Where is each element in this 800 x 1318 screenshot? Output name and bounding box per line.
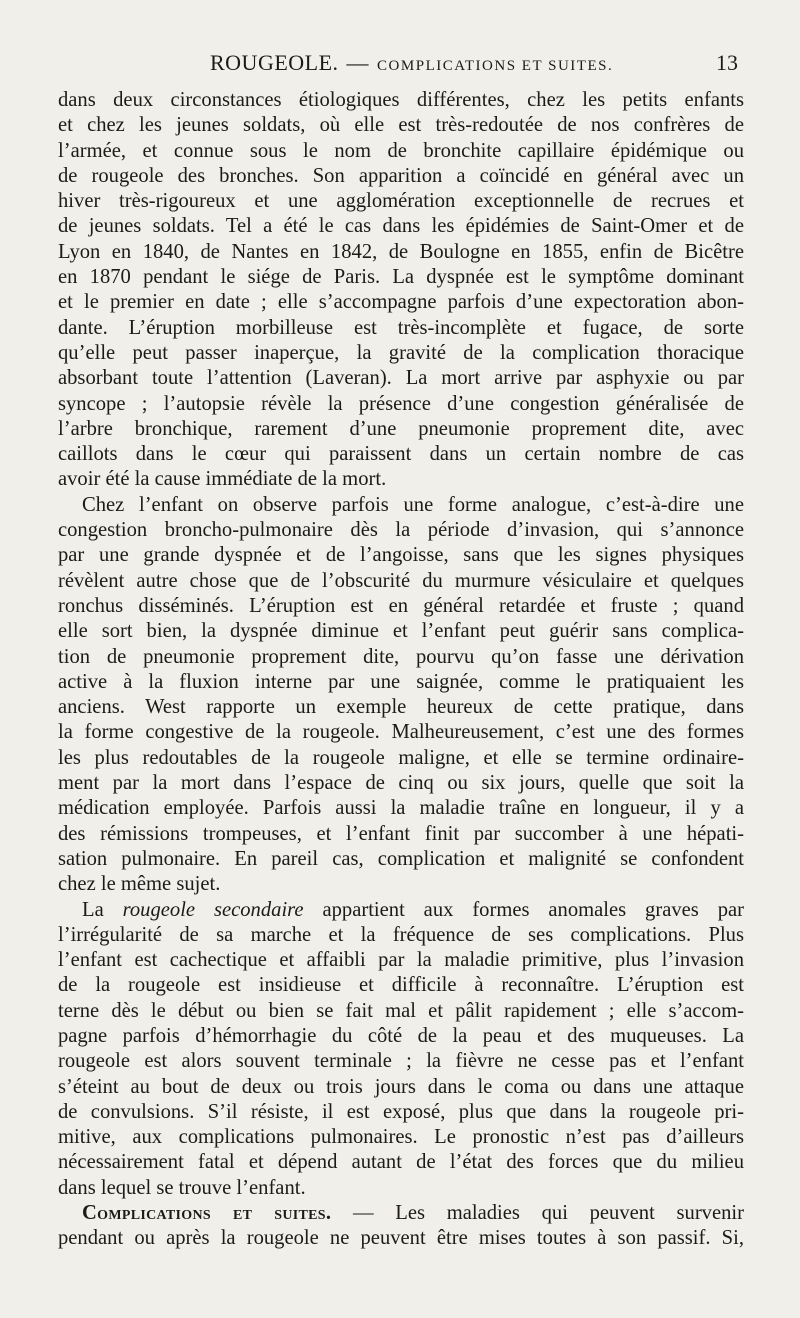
- text-line: avoir été la cause immédiate de la mort.: [58, 468, 387, 491]
- paragraph-4-lead-rest: — Les maladies qui peuvent survenir: [331, 1202, 744, 1225]
- running-title-main: ROUGEOLE.: [210, 50, 339, 75]
- text-line: de rougeole des bronches. Son apparition a coïncidé en général avec un: [58, 164, 744, 187]
- text-line: l’armée, et connue sous le nom de bronchite capillaire épidémique ou: [58, 139, 744, 162]
- text-line: elle sort bien, la dyspnée diminue et l’enfant peut guérir sans complica-: [58, 620, 744, 643]
- text-line: caillots dans le cœur qui paraissent dans un certain nombre de cas: [58, 443, 744, 466]
- text-line: hiver très-rigoureux et une agglomération exceptionnelle de recrues et: [58, 190, 744, 213]
- text-line: congestion broncho-pulmonaire dès la période d’invasion, qui s’annonce: [58, 519, 744, 542]
- text-line: tion de pneumonie proprement dite, pourvu qu’on fasse une dérivation: [58, 645, 744, 668]
- text-line: syncope ; l’autopsie révèle la présence d’une congestion généralisée de: [58, 392, 744, 415]
- section-heading-runin: Complications et suites.: [82, 1202, 332, 1225]
- text-line: la forme congestive de la rougeole. Malheureusement, c’est une des formes: [58, 721, 744, 744]
- text-line: en 1870 pendant le siége de Paris. La dyspnée est le symptôme dominant: [58, 266, 744, 289]
- text-line: Chez l’enfant on observe parfois une forme analogue, c’est-à-dire une: [82, 493, 744, 516]
- text-line: qu’elle peut passer inaperçue, la gravité de la complication thoracique: [58, 341, 744, 364]
- text-line: s’éteint au bout de deux ou trois jours dans le coma ou dans une attaque: [58, 1075, 744, 1098]
- text-line: les plus redoutables de la rougeole maligne, et elle se termine ordinaire-: [58, 746, 744, 769]
- text-line: sation pulmonaire. En pareil cas, complication et malignité se confondent: [58, 847, 744, 870]
- text-line: mitive, aux complications pulmonaires. Le pronostic n’est pas d’ailleurs: [58, 1126, 744, 1149]
- running-header: [60, 48, 740, 84]
- page-number: 13: [716, 50, 738, 75]
- text-line-first: [58, 898, 744, 923]
- running-title-dash: —: [346, 50, 370, 75]
- text-line: dans lequel se trouve l’enfant.: [58, 1176, 306, 1199]
- text-line: de convulsions. S’il résiste, il est exposé, plus que dans la rougeole pri-: [58, 1100, 744, 1123]
- text-line: par une grande dyspnée et de l’angoisse, sans que les signes physiques: [58, 544, 744, 567]
- paragraph-3: [58, 898, 744, 1202]
- text-line: et le premier en date ; elle s’accompagne parfois d’une expectoration abon-: [58, 291, 744, 314]
- paragraph-3-italic-term: rougeole secondaire: [122, 898, 304, 921]
- text-line: de la rougeole est insidieuse et difficile à reconnaître. L’éruption est: [58, 974, 744, 997]
- text-line: l’enfant est cachectique et affaibli par la maladie primitive, plus l’invasion: [58, 949, 744, 972]
- paragraph-2: [58, 493, 744, 898]
- paragraph-1: [58, 88, 744, 493]
- paragraph-3-lead: La: [82, 898, 123, 921]
- text-line: nécessairement fatal et dépend autant de l’état des forces que du milieu: [58, 1151, 744, 1174]
- text-line: ment par la mort dans l’espace de cinq ou six jours, quelle que soit la: [58, 772, 744, 795]
- text-line: Lyon en 1840, de Nantes en 1842, de Boulogne en 1855, enfin de Bicêtre: [58, 240, 744, 263]
- text-line: l’arbre bronchique, rarement d’une pneumonie proprement dite, avec: [58, 417, 744, 440]
- text-line: pendant ou après la rougeole ne peuvent être mises toutes à son passif. Si,: [58, 1227, 744, 1250]
- text-line: de jeunes soldats. Tel a été le cas dans les épidémies de Saint-Omer et de: [58, 215, 744, 238]
- text-line: chez le même sujet.: [58, 873, 221, 896]
- body-text: [58, 88, 744, 1252]
- text-line: ronchus disséminés. L’éruption est en général retardée et fruste ; quand: [58, 594, 744, 617]
- running-title: [210, 50, 613, 76]
- text-line: révèlent autre chose que de l’obscurité du murmure vésiculaire et quelques: [58, 569, 744, 592]
- text-line: dans deux circonstances étiologiques différentes, chez les petits enfants: [58, 89, 744, 111]
- text-line: terne dès le début ou bien se fait mal et pâlit rapidement ; elle s’accom-: [58, 999, 744, 1022]
- text-line: et chez les jeunes soldats, où elle est très-redoutée de nos confrères de: [58, 114, 744, 137]
- text-line: absorbant toute l’attention (Laveran). La mort arrive par asphyxie ou par: [58, 367, 744, 390]
- text-line: rougeole est alors souvent terminale ; la fièvre ne cesse pas et l’enfant: [58, 1050, 744, 1073]
- text-line: pagne parfois d’hémorrhagie du côté de la peau et des muqueuses. La: [58, 1024, 744, 1047]
- paragraph-3-lead-rest: appartient aux formes anomales graves par: [303, 898, 744, 921]
- running-title-sub: COMPLICATIONS ET SUITES.: [377, 58, 614, 74]
- text-line-first: [58, 1201, 744, 1226]
- text-line: anciens. West rapporte un exemple heureux de cette pratique, dans: [58, 696, 744, 719]
- paragraph-4: [58, 1201, 744, 1252]
- text-line: dante. L’éruption morbilleuse est très-incomplète et fugace, de sorte: [58, 316, 744, 339]
- text-line: médication employée. Parfois aussi la maladie traîne en longueur, il y a: [58, 797, 744, 820]
- text-line: l’irrégularité de sa marche et la fréquence de ses complications. Plus: [58, 923, 744, 946]
- text-line: active à la fluxion interne par une saignée, comme le pratiquaient les: [58, 670, 744, 693]
- text-line: des rémissions trompeuses, et l’enfant finit par succomber à une hépati-: [58, 822, 744, 845]
